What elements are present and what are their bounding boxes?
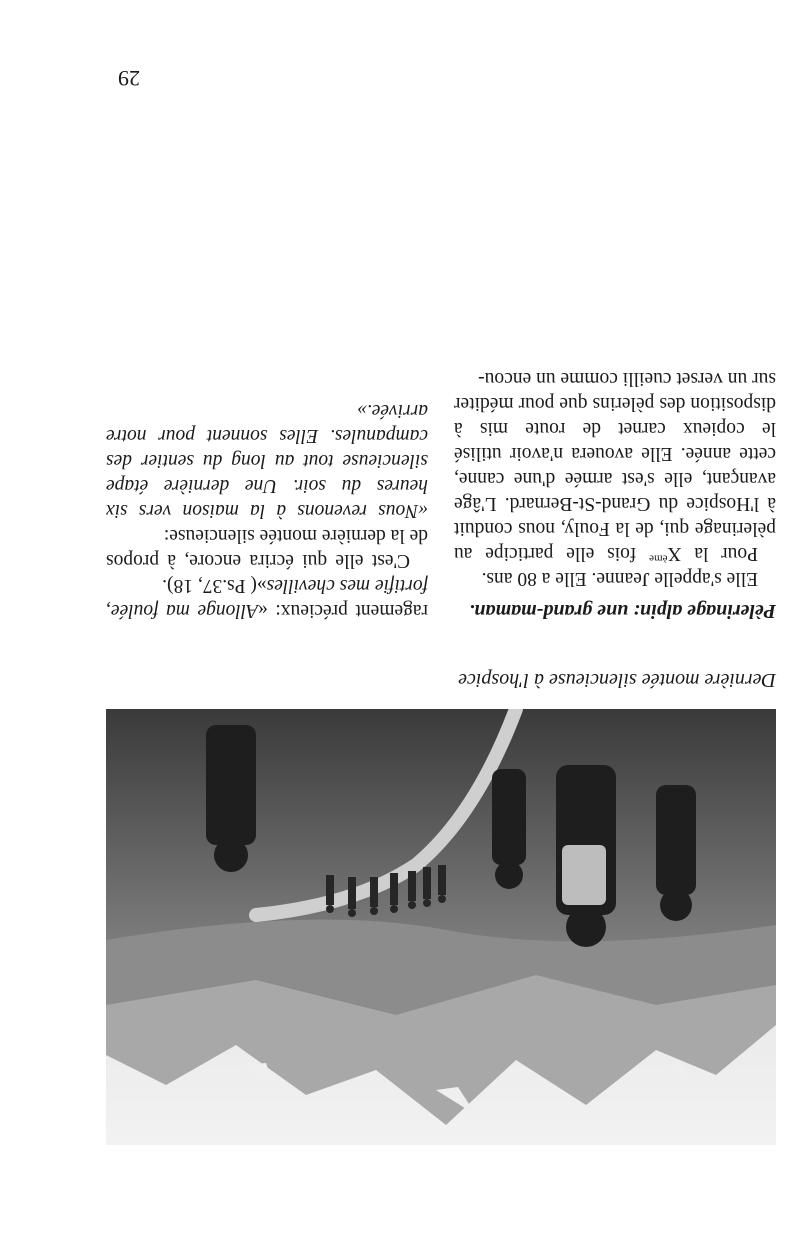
photo-caption: Dernière montée silencieuse à l'hospice (458, 669, 776, 691)
psalm-quote: Allonge ma foulée, fortifie mes chevilles (106, 575, 428, 621)
jeanne-quote: «Nous revenons à la maison vers six heures du soir. Une dernière étape silencieuse tout au long du sentier des campanules. Elles sonnent pour notre arrivée.» (106, 400, 428, 521)
text-span: Pour la X (667, 543, 758, 564)
text-span: »( Ps.37, 18). (162, 575, 267, 596)
paragraph-intro: Elle s'appelle Jeanne. Elle a 80 ans. (481, 568, 758, 589)
ordinal-superscript: ème (649, 552, 668, 565)
article-heading: Pèlerinage alpin: une grand-maman. (469, 600, 776, 622)
backpack (562, 845, 606, 905)
pilgrimage-photo (106, 709, 776, 1145)
paragraph-psalm (106, 573, 428, 623)
text-column-left (454, 366, 776, 623)
text-span: ragement précieux: « (258, 600, 428, 621)
photo-illustration (106, 709, 776, 1145)
paragraph-pilgrimage (454, 366, 776, 566)
paragraph-last-climb: C'est elle qui écrira encore, à propos de la dernière montée silencieuse: (106, 525, 428, 571)
text-column-right (106, 398, 428, 623)
text-span: fois elle participe au pèlerinage qui, de la Fouly, nous conduit à l'Hospice du Grand-St-Bernard. L'âge avançant, elle s'est armée d'une canne, cette année. Elle avouera n'avoir utilisé le copieux carnet de route mis à disposition des pèlerins que pour méditer sur un verset cueilli comme un encou- (454, 368, 776, 564)
page-number: 29 (118, 66, 140, 91)
